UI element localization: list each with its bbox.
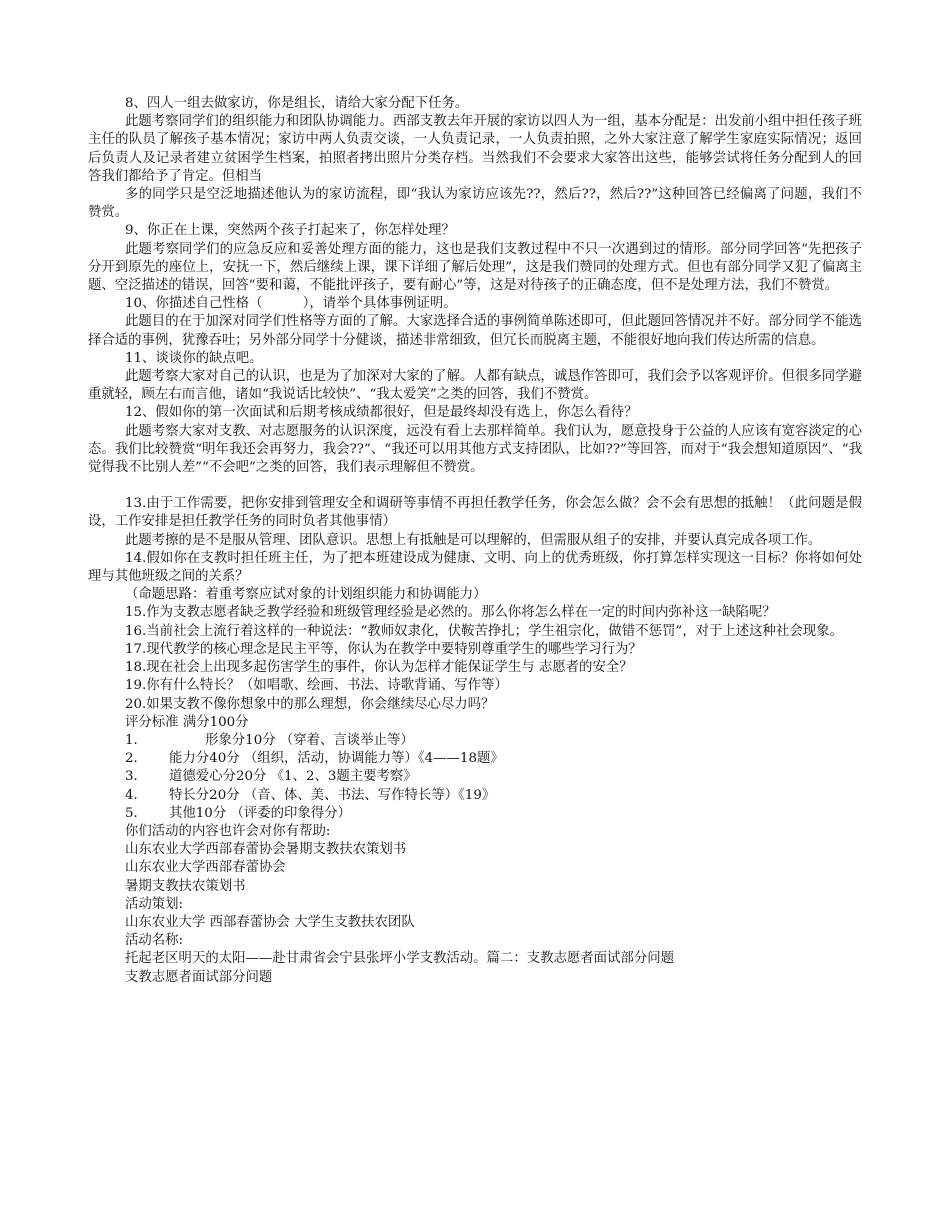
activity-name-value: 托起老区明天的太阳——赴甘肃省会宁县张坪小学支教活动。篇二：支教志愿者面试部分问题 <box>125 951 675 967</box>
scoring-item: 4． 特长分20分 （音、体、美、书法、写作特长等）《19》 <box>125 787 496 803</box>
question-17: 17.现代教学的核心理念是民主平等，你认为在教学中要特别尊重学生的哪些学习行为？ <box>125 641 642 657</box>
answer-10: 此题目的在于加深对同学们性格等方面的了解。大家选择合适的事例简单陈述即可，但此题回答情况并不好。部分同学不能选择合适的事例，犹豫吞吐；另外部分同学十分健谈，描述非常细致，但冗长而脱离主题，不能很好地向我们传达所需的信息。 <box>88 314 862 348</box>
question-20: 20.如果支教不像你想象中的那么理想，你会继续尽心尽力吗？ <box>125 696 495 712</box>
question-14-note: （命题思路：着重考察应试对象的计划组织能力和协调能力） <box>125 587 487 603</box>
question-10: 10、你描述自己性格（ ），请举个具体事例证明。 <box>125 296 457 312</box>
planner-label: 活动策划: <box>125 896 184 912</box>
question-15: 15.作为支教志愿者缺乏教学经验和班级管理经验是必然的。那么你将怎么样在一定的时间内弥补这一缺陷呢？ <box>125 605 776 621</box>
question-16: 16.当前社会上流行着这样的一种说法：“教师奴隶化，伏鞍苦挣扎；学生祖宗化，做错不惩罚”，对于上述这种社会现象。 <box>125 623 843 639</box>
scoring-item: 2． 能力分40分 （组织，活动，协调能力等）《4——18题》 <box>125 751 504 767</box>
scoring-item: 5． 其他10分 （评委的印象得分） <box>125 805 351 821</box>
activity-name-label: 活动名称: <box>125 933 184 949</box>
activity-intro: 你们活动的内容也许会对你有帮助: <box>125 823 331 839</box>
answer-9: 此题考察同学们的应急反应和妥善处理方面的能力，这也是我们支教过程中不只一次遇到过的情形。部分同学回答“先把孩子分开到原先的座位上，安抚一下，然后继续上课，课下详细了解后处理”，这是我们赞同的处理方式。但也有部分同学又犯了偏离主题、空泛描述的错误，回答“要和蔼，不能批评孩子，要有耐心”等，这是对待孩子的正确态度，但不是处理方法，我们不赞赏。 <box>88 241 862 294</box>
planner-value: 山东农业大学 西部春蕾协会 大学生支教扶农团队 <box>125 914 415 930</box>
scoring-item: 1． 形象分10分 （穿着、言谈举止等） <box>125 732 414 748</box>
spacer <box>88 477 862 495</box>
scoring-title: 评分标准 满分100分 <box>125 714 249 730</box>
question-14: 14.假如你在支教时担任班主任，为了把本班建设成为健康、文明、向上的优秀班级，你打算怎样实现这一目标？你将如何处理与其他班级之间的关系？ <box>88 550 862 585</box>
scoring-item: 3． 道德爱心分20分 《1、2、3题主要考察》 <box>125 769 417 785</box>
answer-13: 此题考擦的是不是服从管理、团队意识。思想上有抵触是可以理解的，但需服从组子的安排，并要认真完成各项工作。 <box>125 532 822 548</box>
answer-8-part1: 此题考察同学们的组织能力和团队协调能力。西部支教去年开展的家访以四人为一组，基本分配是：出发前小组中担任孩子班主任的队员了解孩子基本情况；家访中两人负责交谈，一人负责记录，一人负责拍照，之外大家注意了解学生家庭实际情况；返回后负责人及记录者建立贫困学生档案，拍照者拷出照片分类存档。当然我们不会要求大家答出这些，能够尝试将任务分配到人的回答我们都给予了肯定。但相当 <box>88 114 862 184</box>
org-name: 山东农业大学西部春蕾协会 <box>125 860 286 876</box>
question-11: 11、谈谈你的缺点吧。 <box>125 350 263 366</box>
question-9: 9、你正在上课，突然两个孩子打起来了，你怎样处理？ <box>125 223 455 239</box>
question-19: 19.你有什么特长？（如唱歌、绘画、书法、诗歌背诵、写作等） <box>125 678 508 694</box>
answer-12: 此题考察大家对支教、对志愿服务的认识深度，远没有看上去那样简单。我们认为，愿意投身于公益的人应该有宽容淡定的心态。我们比较赞赏“明年我还会再努力，我会??”、“我还可以用其他方式支持团队，比如??”等回答，而对于“我会想知道原因”、“我觉得我不比别人差”“不会吧”之类的回答，我们表示理解但不赞赏。 <box>88 423 862 476</box>
answer-11: 此题考察大家对自己的认识，也是为了加深对大家的了解。人都有缺点，诚恳作答即可，我们会予以客观评价。但很多同学避重就轻，顾左右而言他，诸如“我说话比较快”、“我太爱笑”之类的回答，我们不赞赏。 <box>88 369 862 403</box>
question-18: 18.现在社会上出现多起伤害学生的事件，你认为怎样才能保证学生与 志愿者的安全？ <box>125 660 633 676</box>
plan-title: 山东农业大学西部春蕾协会暑期支教扶农策划书 <box>125 842 407 858</box>
answer-8-part2: 多的同学只是空泛地描述他认为的家访流程，即“我认为家访应该先??，然后??，然后??”这种回答已经偏离了问题，我们不赞赏。 <box>88 187 862 221</box>
question-13: 13.由于工作需要，把你安排到管理安全和调研等事情不再担任教学任务，你会怎么做？会不会有思想的抵触！（此问题是假设，工作安排是担任教学任务的同时负者其他事情） <box>88 496 862 530</box>
question-8: 8、四人一组去做家访，你是组长，请给大家分配下任务。 <box>125 96 469 111</box>
question-12: 12、假如你的第一次面试和后期考核成绩都很好，但是最终却没有选上，你怎么看待？ <box>125 405 638 421</box>
section-title: 支教志愿者面试部分问题 <box>125 969 273 985</box>
plan-subtitle: 暑期支教扶农策划书 <box>125 878 246 894</box>
